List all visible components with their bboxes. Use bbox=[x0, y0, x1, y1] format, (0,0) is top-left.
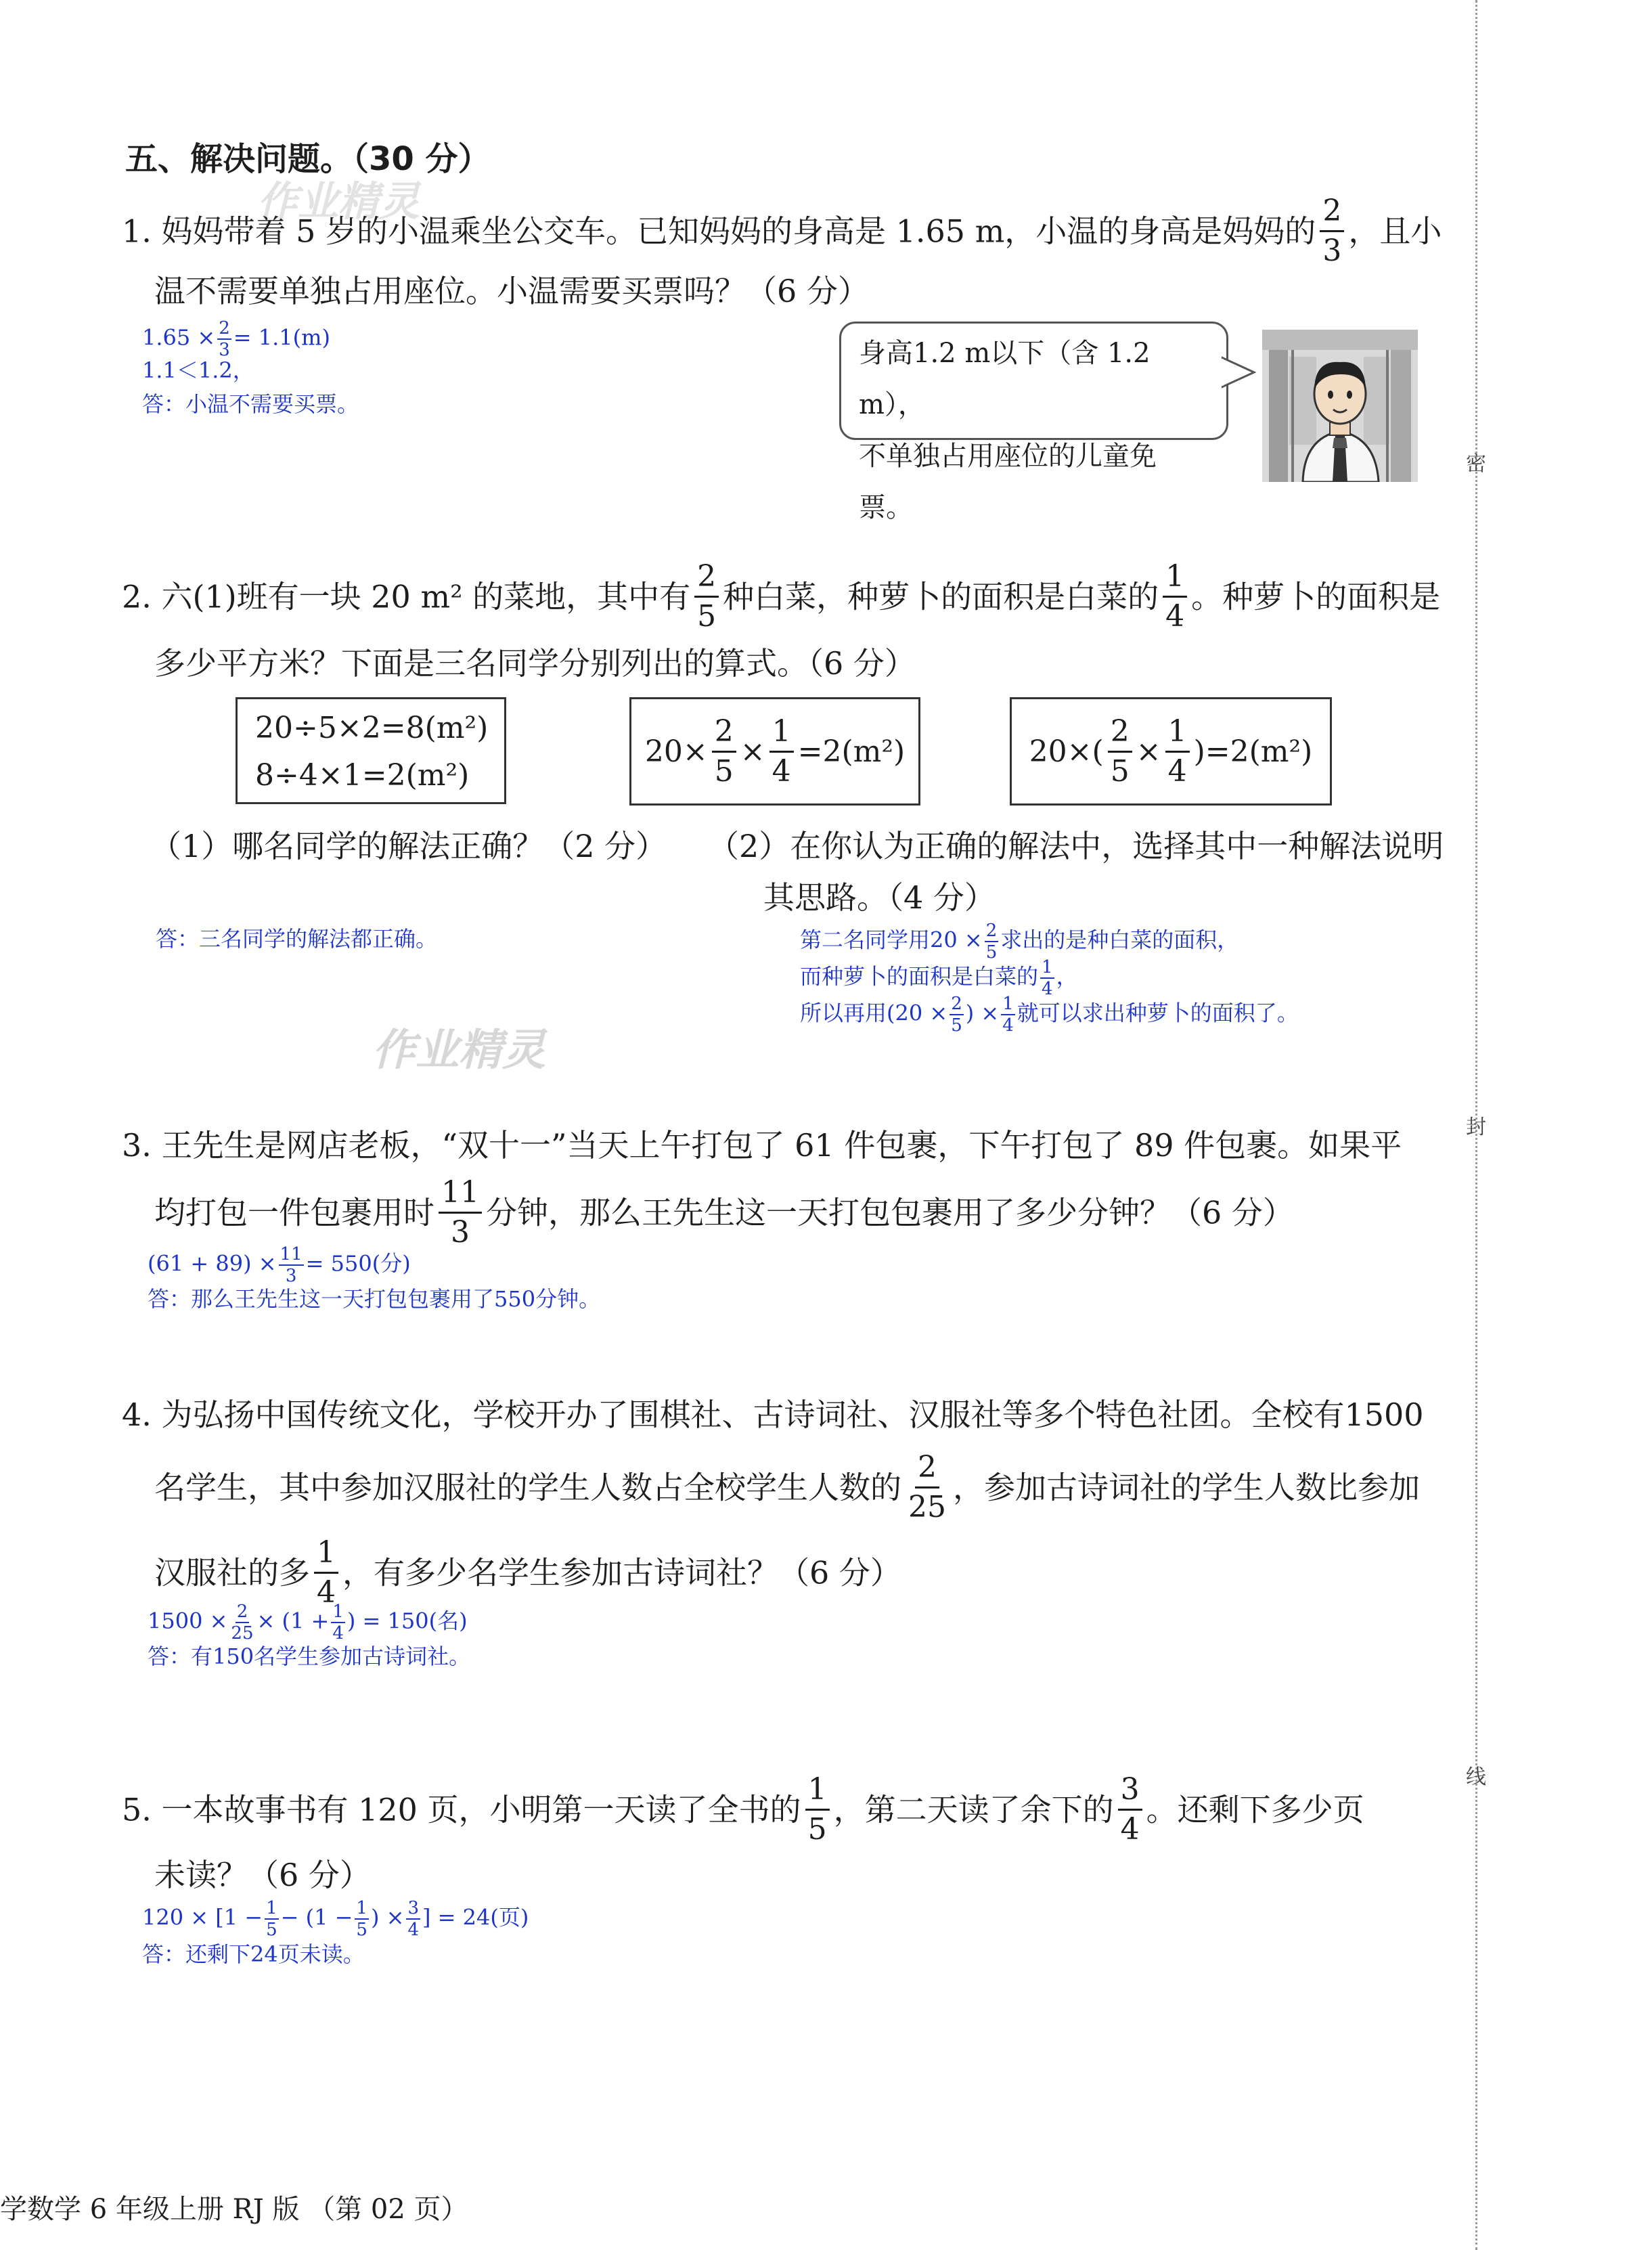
speech-bubble: 身高1.2 m以下（含 1.2 m）， 不单独占用座位的儿童免票。 bbox=[839, 322, 1228, 440]
answer-3-line-2: 答：那么王先生这一天打包包裹用了550分钟。 bbox=[148, 1286, 601, 1312]
answer-4-line-1: 1500 × $\frac{2}{25}$ × (1 + $\frac{1}{4}$ ) = 150(名) bbox=[148, 1602, 468, 1644]
question-1-line-2: 温不需要单独占用座位。小温需要买票吗？（6 分） bbox=[154, 273, 869, 309]
answer-5-line-2: 答：还剩下24页未读。 bbox=[142, 1941, 365, 1967]
question-5-line-1: 5. 一本故事书有 120 页，小明第一天读了全书的 $\frac{1}{5}$ ，第二天读了余下的 $\frac{3}{4}$ 。还剩下多少页 bbox=[122, 1772, 1364, 1847]
answer-3-line-1: (61 + 89) × $\frac{11}{3}$ = 550(分) bbox=[148, 1244, 411, 1286]
question-4-line-2: 名学生，其中参加汉服社的学生人数占全校学生人数的 $\frac{2}{25}$ ，参加古诗词社的学生人数比参加 bbox=[154, 1450, 1420, 1524]
watermark: 作业精灵 bbox=[257, 178, 420, 225]
bubble-tail bbox=[1222, 352, 1262, 393]
question-1-line-1: 1. 妈妈带着 5 岁的小温乘坐公交车。已知妈妈的身高是 1.65 m，小温的身高是妈妈的 $\frac{2}{3}$ ，且小 bbox=[122, 194, 1442, 268]
question-2-line-1: 2. 六(1)班有一块 20 m² 的菜地，其中有 $\frac{2}{5}$ 种白菜，种萝卜的面积是白菜的 $\frac{1}{4}$ 。种萝卜的面积是 bbox=[122, 559, 1441, 634]
question-2-sub-1: （1）哪名同学的解法正确？（2 分） bbox=[150, 828, 667, 864]
page-footer: 学数学 6 年级上册 RJ 版 （第 02 页） bbox=[0, 2194, 468, 2225]
question-5-line-2: 未读？（6 分） bbox=[154, 1857, 371, 1893]
question-4-line-3: 汉服社的多 $\frac{1}{4}$ ，有多少名学生参加古诗词社？（6 分） bbox=[154, 1535, 901, 1610]
question-2-sub-2-line-2: 其思路。（4 分） bbox=[763, 879, 996, 916]
section-title: 五、解决问题。（30 分） bbox=[125, 140, 491, 178]
answer-4-line-2: 答：有150名学生参加古诗词社。 bbox=[148, 1644, 471, 1669]
answer-2-1: 答：三名同学的解法都正确。 bbox=[156, 926, 438, 952]
solution-box-3: 20×( $\frac{2}{5}$ × $\frac{1}{4}$ )=2(m²) bbox=[1010, 697, 1332, 806]
answer-1-line-3: 答：小温不需要买票。 bbox=[142, 391, 359, 417]
question-4-line-1: 4. 为弘扬中国传统文化，学校开办了围棋社、古诗词社、汉服社等多个特色社团。全校有1500 bbox=[122, 1396, 1424, 1433]
answer-2-2-line-3: 所以再用(20 × $\frac{2}{5}$ ) × $\frac{1}{4}$ 就可以求出种萝卜的面积了。 bbox=[800, 994, 1299, 1036]
binding-char: 封 bbox=[1466, 1116, 1486, 1139]
answer-5-line-1: 120 × [1 − $\frac{1}{5}$ − (1 − $\frac{1}{5}$ ) × $\frac{3}{4}$ ] = 24(页) bbox=[142, 1898, 529, 1940]
answer-2-2-line-1: 第二名同学用20 × $\frac{2}{5}$ 求出的是种白菜的面积， bbox=[800, 921, 1239, 963]
answer-1-line-2: 1.1＜1.2， bbox=[142, 357, 254, 383]
solution-box-1: 20÷5×2=8(m²) 8÷4×1=2(m²) bbox=[236, 697, 506, 804]
solution-box-2: 20× $\frac{2}{5}$ × $\frac{1}{4}$ =2(m²) bbox=[629, 697, 920, 806]
watermark: 作业精灵 bbox=[372, 1025, 545, 1076]
binding-char: 线 bbox=[1466, 1765, 1486, 1789]
question-3-line-1: 3. 王先生是网店老板，“双十一”当天上午打包了 61 件包裹，下午打包了 89 件包裹。如果平 bbox=[122, 1127, 1402, 1164]
bus-driver-illustration bbox=[1262, 330, 1418, 482]
answer-2-2-line-2: 而种萝卜的面积是白菜的 $\frac{1}{4}$ ， bbox=[800, 957, 1078, 999]
question-3-line-2: 均打包一件包裹用时 $\frac{11}{3}$ 分钟，那么王先生这一天打包包裹用了多少分钟？（6 分） bbox=[154, 1175, 1294, 1250]
question-2-line-2: 多少平方米？下面是三名同学分别列出的算式。（6 分） bbox=[154, 645, 916, 682]
binding-char: 密 bbox=[1466, 452, 1486, 476]
answer-1-line-1: 1.65 × $\frac{2}{3}$ = 1.1(m) bbox=[142, 318, 330, 360]
fraction: $\frac{2}{3}$ bbox=[1320, 196, 1344, 266]
question-2-sub-2-line-1: （2）在你认为正确的解法中，选择其中一种解法说明 bbox=[708, 828, 1444, 864]
